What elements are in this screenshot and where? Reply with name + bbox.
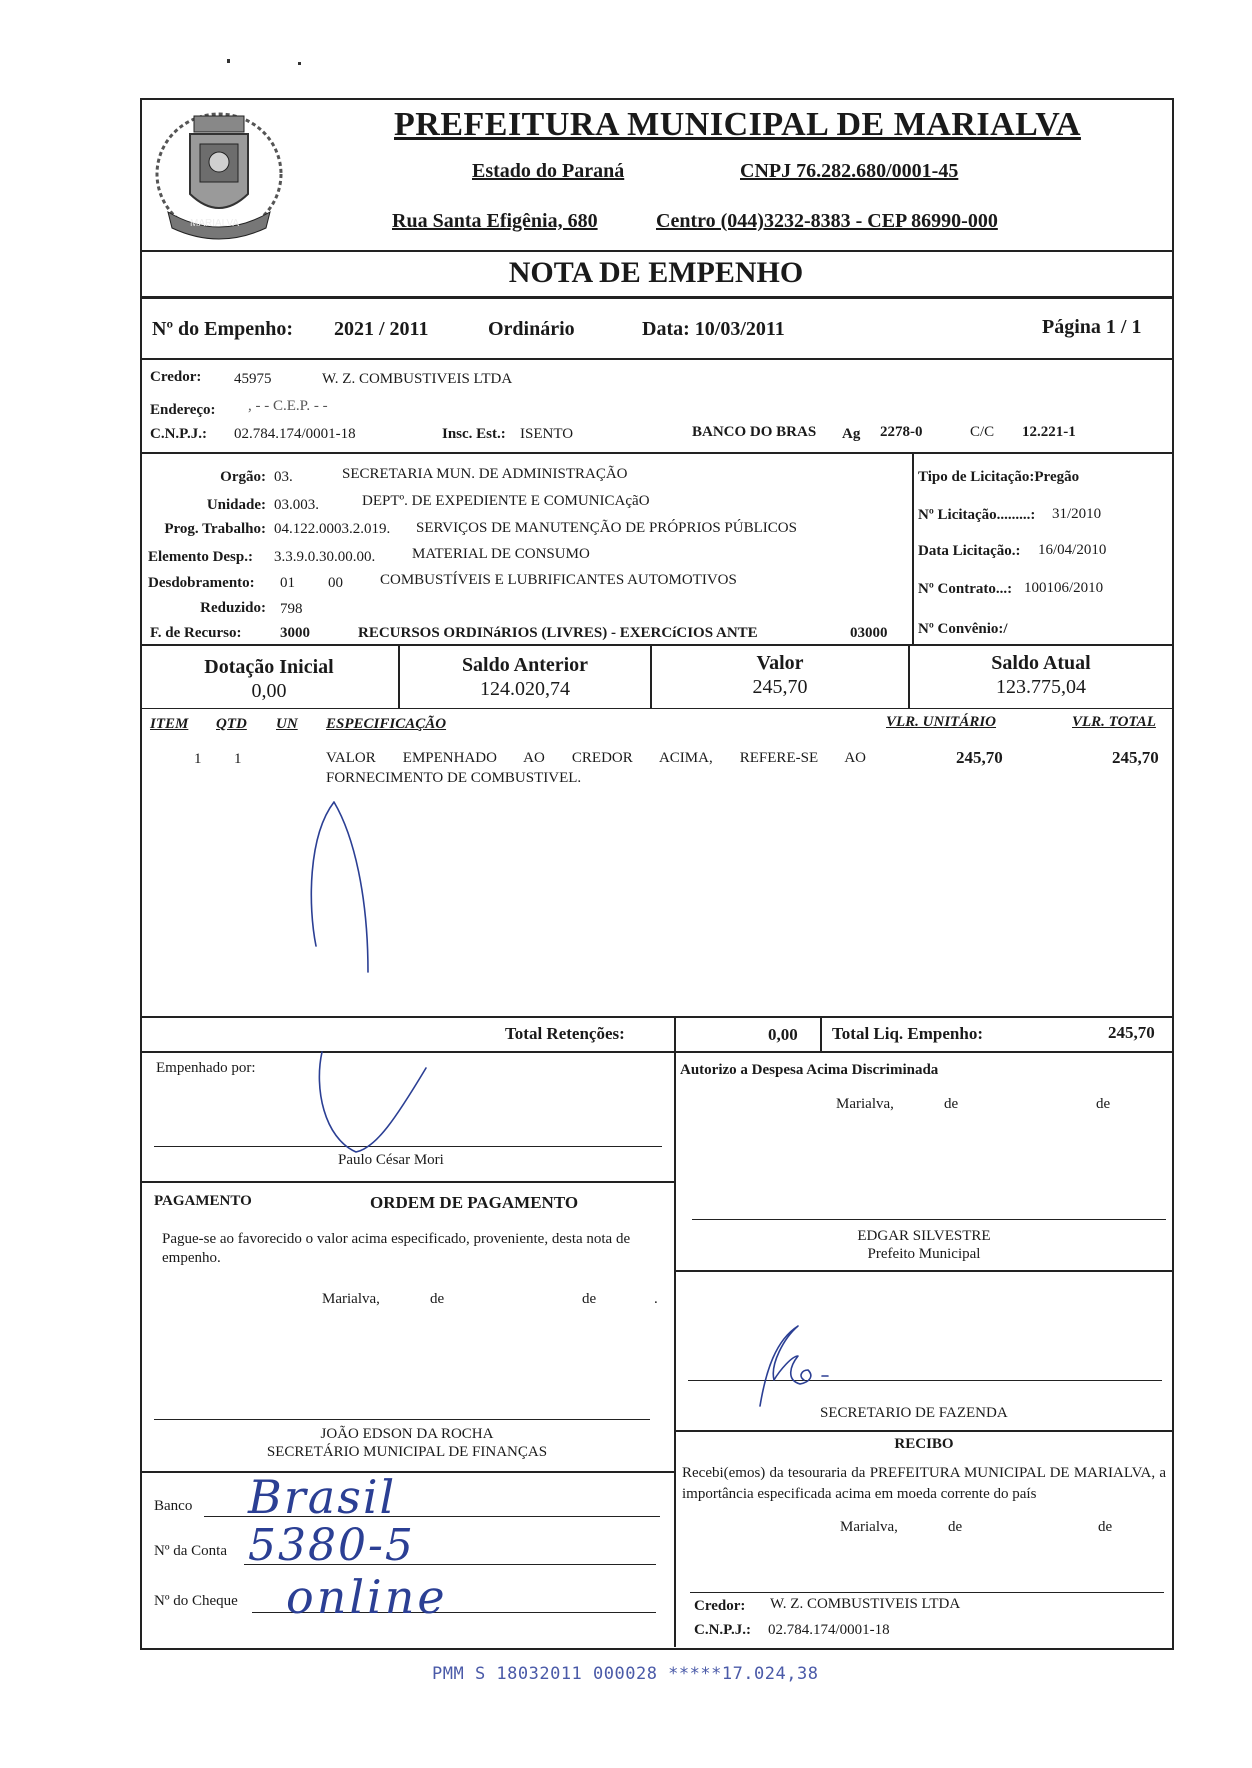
col-un: UN xyxy=(276,716,298,732)
retencoes-value: 0,00 xyxy=(768,1025,798,1044)
prefeito-name: EDGAR SILVESTRE xyxy=(857,1228,991,1244)
col-qtd: QTD xyxy=(216,716,247,732)
right-de-1: de xyxy=(944,1096,959,1112)
saldo-atual-value: 123.775,04 xyxy=(996,676,1086,698)
empenho-type: Ordinário xyxy=(488,318,575,340)
crest-ribbon-text: MARIALVA xyxy=(190,218,240,229)
reduzido-label: Reduzido: xyxy=(200,600,266,616)
valor-value: 245,70 xyxy=(752,676,808,698)
scan-speck xyxy=(227,59,230,63)
prefeito-title: Prefeito Municipal xyxy=(867,1246,981,1262)
liq-empenho-value: 245,70 xyxy=(1108,1023,1155,1042)
banco-label: Banco xyxy=(154,1498,193,1514)
credor-name: W. Z. COMBUSTIVEIS LTDA xyxy=(322,371,513,387)
tipo-licitacao: Tipo de Licitação:Pregão xyxy=(918,469,1080,485)
item-espec-line2: FORNECIMENTO DE COMBUSTIVEL. xyxy=(326,770,582,786)
unidade-desc: DEPTº. DE EXPEDIENTE E COMUNICAçãO xyxy=(362,493,650,509)
agency-number: 2278-0 xyxy=(880,424,923,440)
unidade-label: Unidade: xyxy=(206,497,266,513)
autorizo-label: Autorizo a Despesa Acima Discriminada xyxy=(680,1062,939,1078)
recibo-cnpj: 02.784.174/0001-18 xyxy=(768,1622,890,1638)
agency-label: Ag xyxy=(842,426,861,442)
recibo-credor-label: Credor: xyxy=(694,1598,746,1614)
insc-label: Insc. Est.: xyxy=(442,426,506,442)
dotacao-value: 0,00 xyxy=(251,680,287,702)
org-title: PREFEITURA MUNICIPAL DE MARIALVA xyxy=(394,106,1081,143)
prog-label: Prog. Trabalho: xyxy=(164,521,266,537)
header-cnpj: CNPJ 76.282.680/0001-45 xyxy=(740,160,959,182)
pagamento-label: PAGAMENTO xyxy=(154,1193,252,1209)
licitacao-date: 16/04/2010 xyxy=(1038,542,1107,558)
col-vlr-unitario: VLR. UNITÁRIO xyxy=(886,714,997,730)
orgao-code: 03. xyxy=(274,469,293,485)
empenhado-por-label: Empenhado por: xyxy=(156,1060,256,1076)
elemento-label: Elemento Desp.: xyxy=(148,549,253,565)
state-label: Estado do Paraná xyxy=(472,160,625,182)
prog-desc: SERVIÇOS DE MANUTENÇÃO DE PRÓPRIOS PÚBLICOS xyxy=(416,520,797,536)
account-number: 12.221-1 xyxy=(1022,424,1076,440)
col-vlr-total: VLR. TOTAL xyxy=(1072,714,1156,730)
saldo-atual-label: Saldo Atual xyxy=(991,652,1091,674)
print-stamp: PMM S 18032011 000028 *****17.024,38 xyxy=(432,1664,819,1684)
licitacao-number: 31/2010 xyxy=(1052,506,1102,522)
recibo-credor-name: W. Z. COMBUSTIVEIS LTDA xyxy=(770,1596,961,1612)
item-vlr-total: 245,70 xyxy=(1112,748,1159,767)
cnpj-label: C.N.P.J.: xyxy=(150,426,207,442)
insc-value: ISENTO xyxy=(520,426,574,442)
empenhado-por-name: Paulo César Mori xyxy=(338,1152,444,1168)
left-place: Marialva, xyxy=(322,1291,380,1307)
recurso-label: F. de Recurso: xyxy=(150,625,242,641)
empenho-number-label: Nº do Empenho: xyxy=(152,318,294,340)
recurso-code: 3000 xyxy=(280,625,310,641)
document-title: NOTA DE EMPENHO xyxy=(508,256,804,289)
recibo-text: Recebi(emos) da tesouraria da PREFEITURA MUNICIPAL DE MARIALVA, a importância especificada acima em moeda corrente do país xyxy=(682,1465,1166,1502)
elemento-code: 3.3.9.0.30.00.00. xyxy=(274,549,376,565)
recibo-de-2: de xyxy=(1098,1519,1113,1535)
prog-code: 04.122.0003.2.019. xyxy=(274,521,391,537)
reduzido-value: 798 xyxy=(280,601,303,617)
contrato-label: Nº Contrato...: xyxy=(918,581,1013,597)
elemento-desc: MATERIAL DE CONSUMO xyxy=(412,546,590,562)
col-especificacao: ESPECIFICAÇÃO xyxy=(326,716,447,732)
desdobramento-code-1: 01 xyxy=(280,575,295,591)
licitacao-number-label: Nº Licitação.........: xyxy=(918,507,1036,523)
item-qtd: 1 xyxy=(234,751,242,767)
pen-stroke-signature-2 xyxy=(316,1048,436,1168)
left-dot: . xyxy=(654,1291,658,1307)
credor-code: 45975 xyxy=(234,371,272,387)
contrato-number: 100106/2010 xyxy=(1024,580,1104,596)
dotacao-label: Dotação Inicial xyxy=(204,656,334,678)
licitacao-date-label: Data Licitação.: xyxy=(918,543,1021,559)
recibo-place: Marialva, xyxy=(840,1519,898,1535)
desdobramento-desc: COMBUSTÍVEIS E LUBRIFICANTES AUTOMOTIVOS xyxy=(380,572,737,588)
address-label: Endereço: xyxy=(150,402,216,418)
header-district-phone-cep: Centro (044)3232-8383 - CEP 86990-000 xyxy=(656,210,998,232)
unidade-code: 03.003. xyxy=(274,497,319,513)
convenio: Nº Convênio:/ xyxy=(918,621,1008,637)
orgao-label: Orgão: xyxy=(220,469,266,485)
account-label: C/C xyxy=(970,424,995,440)
recibo-title: RECIBO xyxy=(894,1436,954,1452)
address-value: , - - C.E.P. - - xyxy=(248,398,328,414)
retencoes-label: Total Retenções: xyxy=(505,1024,625,1043)
recurso-code-2: 03000 xyxy=(850,625,888,641)
cheque-label: Nº do Cheque xyxy=(154,1593,238,1609)
credor-cnpj: 02.784.174/0001-18 xyxy=(234,426,356,442)
recibo-de-1: de xyxy=(948,1519,963,1535)
ordem-pagamento-label: ORDEM DE PAGAMENTO xyxy=(370,1193,579,1212)
credor-label: Credor: xyxy=(150,369,202,385)
desdobramento-code-2: 00 xyxy=(328,575,343,591)
item-espec-line1: VALOR EMPENHADO AO CREDOR ACIMA, REFERE-SE AO xyxy=(326,750,866,766)
header-address: Rua Santa Efigênia, 680 xyxy=(392,210,598,232)
crest-logo xyxy=(148,104,290,248)
recibo-cnpj-label: C.N.P.J.: xyxy=(694,1622,751,1638)
cheque-handwritten: online xyxy=(286,1570,448,1624)
scan-speck xyxy=(298,62,301,65)
secretario-fazenda: SECRETARIO DE FAZENDA xyxy=(820,1405,1008,1421)
pague-text: Pague-se ao favorecido o valor acima especificado, proveniente, desta nota de empenho. xyxy=(162,1231,631,1266)
banco-handwritten: Brasil xyxy=(248,1470,397,1524)
valor-label: Valor xyxy=(756,652,804,674)
financas-signer-title: SECRETÁRIO MUNICIPAL DE FINANÇAS xyxy=(266,1444,548,1460)
bank-name: BANCO DO BRAS xyxy=(692,424,817,440)
col-item: ITEM xyxy=(150,716,189,732)
item-number: 1 xyxy=(194,751,202,767)
secretario-signature xyxy=(740,1310,860,1414)
right-place: Marialva, xyxy=(836,1096,894,1112)
conta-label: Nº da Conta xyxy=(154,1543,227,1559)
right-de-2: de xyxy=(1096,1096,1111,1112)
pen-stroke-signature-1 xyxy=(298,796,378,1016)
empenho-number: 2021 / 2011 xyxy=(334,318,429,340)
desdobramento-label: Desdobramento: xyxy=(148,575,255,591)
left-de-1: de xyxy=(430,1291,445,1307)
orgao-desc: SECRETARIA MUN. DE ADMINISTRAÇÃO xyxy=(342,466,628,482)
empenho-date: Data: 10/03/2011 xyxy=(642,318,785,340)
item-vlr-unitario: 245,70 xyxy=(956,748,1003,767)
conta-handwritten: 5380-5 xyxy=(248,1520,415,1571)
saldo-anterior-label: Saldo Anterior xyxy=(461,654,589,676)
recurso-desc: RECURSOS ORDINáRIOS (LIVRES) - EXERCíCIOS ANTE xyxy=(358,625,758,641)
page-number: Página 1 / 1 xyxy=(1042,316,1142,338)
financas-signer-name: JOÃO EDSON DA ROCHA xyxy=(320,1426,494,1442)
left-de-2: de xyxy=(582,1291,597,1307)
liq-empenho-label: Total Liq. Empenho: xyxy=(832,1024,983,1043)
saldo-anterior-value: 124.020,74 xyxy=(480,678,570,700)
